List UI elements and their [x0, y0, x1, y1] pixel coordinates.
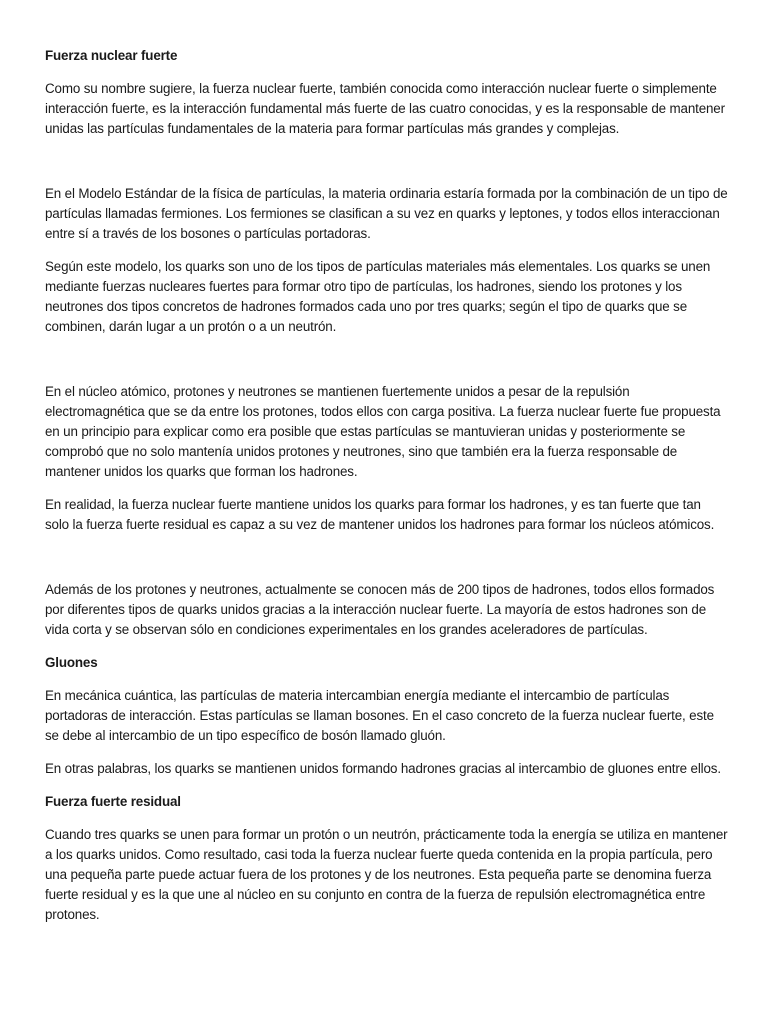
section-heading-gluones: Gluones: [45, 655, 98, 670]
paragraph: En otras palabras, los quarks se mantienen unidos formando hadrones gracias al intercambio de gluones entre ellos.: [45, 761, 721, 776]
paragraph: En realidad, la fuerza nuclear fuerte mantiene unidos los quarks para formar los hadrones, y es tan fuerte que tan solo la fuerza fuerte residual es capaz a su vez de mantener unidos los hadrones para formar los núcleos atómicos.: [45, 497, 715, 532]
section-heading-fuerza-nuclear-fuerte: Fuerza nuclear fuerte: [45, 48, 178, 63]
section-heading-fuerza-fuerte-residual: Fuerza fuerte residual: [45, 794, 181, 809]
paragraph: Como su nombre sugiere, la fuerza nuclear fuerte, también conocida como interacción nuclear fuerte o simplemente interacción fuerte, es la interacción fundamental más fuerte de las cuatro conocidas, y es la responsable de mantener unidas las partículas fundamentales de la materia para formar partículas más grandes y complejas.: [45, 81, 725, 136]
paragraph: Además de los protones y neutrones, actualmente se conocen más de 200 tipos de hadrones, todos ellos formados por diferentes tipos de quarks unidos gracias a la interacción nuclear fuerte. La mayoría de estos hadrones son de vida corta y se observan sólo en condiciones experimentales en los grandes aceleradores de partículas.: [45, 582, 715, 637]
paragraph: En mecánica cuántica, las partículas de materia intercambian energía mediante el intercambio de partículas portadoras de interacción. Estas partículas se llaman bosones. En el caso concreto de la fuerza nuclear fuerte, este se debe al intercambio de un tipo específico de bosón llamado gluón.: [45, 688, 714, 743]
paragraph: Cuando tres quarks se unen para formar un protón o un neutrón, prácticamente toda la energía se utiliza en mantener a los quarks unidos. Como resultado, casi toda la fuerza nuclear fuerte queda contenida en la propia partícula, pero una pequeña parte puede actuar fuera de los protones y de los neutrones. Esta pequeña parte se denomina fuerza fuerte residual y es la que une al núcleo en su conjunto en contra de la fuerza de repulsión electromagnética entre protones.: [45, 827, 728, 922]
paragraph: En el Modelo Estándar de la física de partículas, la materia ordinaria estaría formada por la combinación de un tipo de partículas llamadas fermiones. Los fermiones se clasifican a su vez en quarks y leptones, y todos ellos interaccionan entre sí a través de los bosones o partículas portadoras.: [45, 186, 728, 241]
paragraph: Según este modelo, los quarks son uno de los tipos de partículas materiales más elementales. Los quarks se unen mediante fuerzas nucleares fuertes para formar otro tipo de partículas, los hadrones, siendo los protones y los neutrones dos tipos concretos de hadrones formados cada uno por tres quarks; según el tipo de quarks que se combinen, darán lugar a un protón o a un neutrón.: [45, 259, 711, 334]
paragraph: En el núcleo atómico, protones y neutrones se mantienen fuertemente unidos a pesar de la repulsión electromagnética que se da entre los protones, todos ellos con carga positiva. La fuerza nuclear fuerte fue propuesta en un principio para explicar como era posible que estas partículas se mantuvieran unidas y posteriormente se comprobó que no solo mantenía unidos protones y neutrones, sino que también era la fuerza responsable de mantener unidos los quarks que forman los hadrones.: [45, 384, 721, 479]
